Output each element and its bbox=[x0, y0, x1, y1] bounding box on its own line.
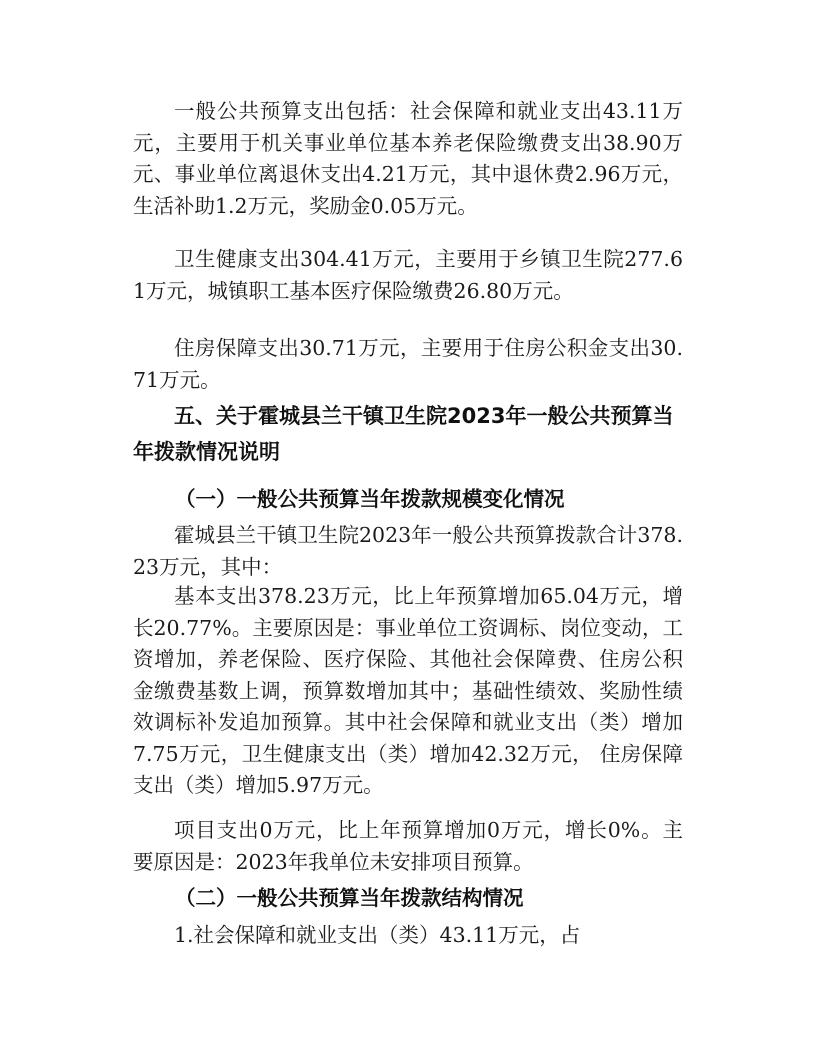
paragraph-housing-expense: 住房保障支出30.71万元，主要用于住房公积金支出30.71万元。 bbox=[133, 336, 683, 392]
paragraph-structure-item-1: 1.社会保障和就业支出（类）43.11万元，占 bbox=[174, 923, 581, 947]
paragraph-basic-expense: 基本支出378.23万元，比上年预算增加65.04万元，增长20.77%。主要原因是：事业单位工资调标、岗位变动，工资增加，养老保险、医疗保险、其他社会保障费、住房公积金缴费基数上调，预算数增加其中；基础性绩效、奖励性绩效调标补发追加预算。其中社会保障和就业支出（类）增加7.75万元，卫生健康支出（类）增加42.32万元， 住房保障支出（类）增加5.97万元。 bbox=[133, 584, 683, 797]
paragraph-project-expense: 项目支出0万元，比上年预算增加0万元，增长0%。主要原因是：2023年我单位未安排项目预算。 bbox=[133, 818, 683, 874]
subsection-one-heading: （一）一般公共预算当年拨款规模变化情况 bbox=[175, 487, 565, 511]
paragraph-total-appropriation: 霍城县兰干镇卫生院2023年一般公共预算拨款合计378.23万元，其中： bbox=[133, 523, 683, 579]
paragraph-health-expense: 卫生健康支出304.41万元，主要用于乡镇卫生院277.61万元，城镇职工基本医疗保险缴费26.80万元。 bbox=[133, 247, 683, 303]
subsection-two-heading: （二）一般公共预算当年拨款结构情况 bbox=[175, 886, 524, 910]
paragraph-social-security-expense: 一般公共预算支出包括：社会保障和就业支出43.11万元，主要用于机关事业单位基本养老保险缴费支出38.90万元、事业单位离退休支出4.21万元，其中退休费2.96万元，生活补助1.2万元，奖励金0.05万元。 bbox=[133, 99, 683, 218]
section-five-heading: 五、关于霍城县兰干镇卫生院2023年一般公共预算当年拨款情况说明 bbox=[133, 404, 674, 464]
